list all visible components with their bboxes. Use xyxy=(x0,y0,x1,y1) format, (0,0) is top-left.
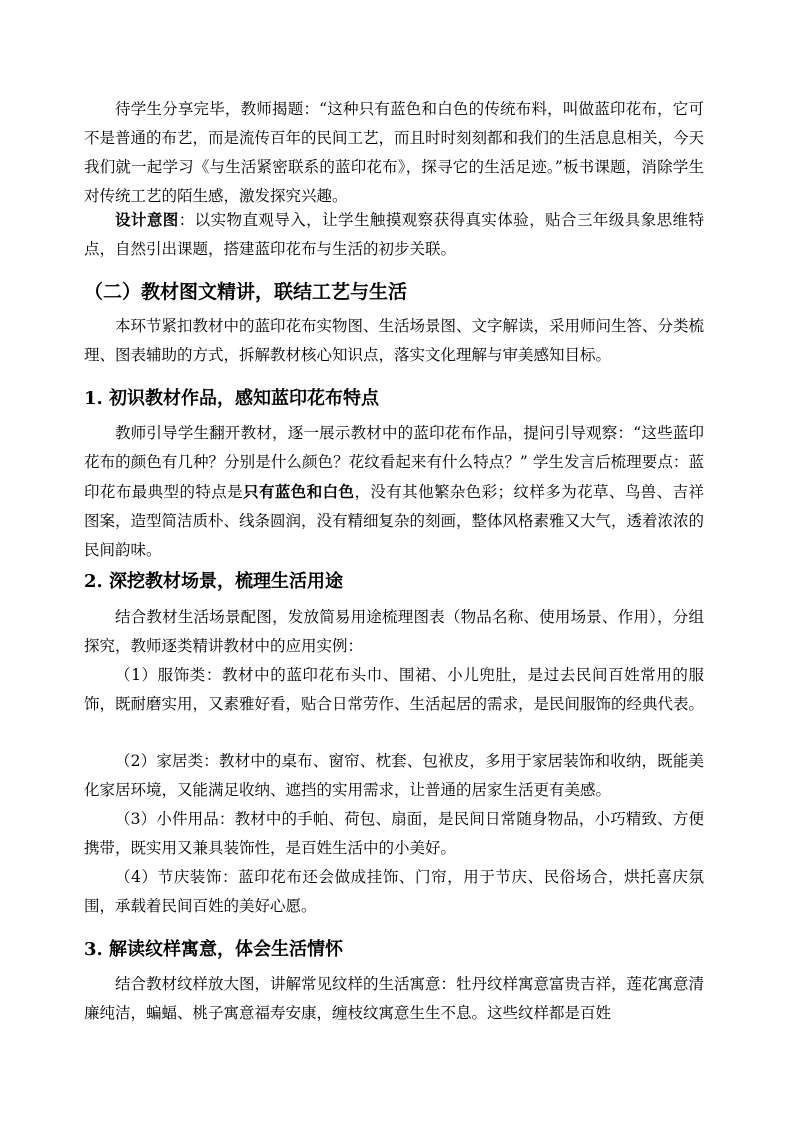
design-intent-label: 设计意图 xyxy=(115,210,179,229)
paragraph-sub1 xyxy=(84,419,704,565)
paragraph-section2-intro: 本环节紧扣教材中的蓝印花布实物图、生活场景图、文字解读，采用师问生答、分类梳理、图表辅助的方式，拆解教材核心知识点，落实文化理解与审美感知目标。 xyxy=(84,317,705,364)
list-item-festival: （4）节庆装饰：蓝印花布还会做成挂饰、门帘，用于节庆、民俗场合，烘托喜庆氛围，承载着民间百姓的美好心愿。 xyxy=(84,868,704,915)
paragraph-design-intent xyxy=(84,205,704,264)
sub1-text-a: 教师引导学生翻开教材，逐一展示教材中的蓝印花布作品，提问引导观察：“这些蓝印花布的颜色有几种？分别是什么颜色？花纹看起来有什么特点？” 学生发言后梳理要点：蓝印花布最典型的特点是 xyxy=(84,424,704,501)
list-item-small-goods: （3）小件用品：教材中的手帕、荷包、扇面，是民间日常随身物品，小巧精致、方便携带，既实用又兼具装饰性，是百姓生活中的小美好。 xyxy=(84,810,704,857)
subheading-2: 2. 深挖教材场景，梳理生活用途 xyxy=(84,571,344,592)
sub1-text-b: ，没有其他繁杂色彩；纹样多为花草、鸟兽、吉祥图案，造型简洁质朴、线条圆润，没有精细复杂的刻画，整体风格素雅又大气，透着浓浓的民间韵味。 xyxy=(84,483,705,559)
design-intent-text: ：以实物直观导入，让学生触摸观察获得真实体验，贴合三年级具象思维特点，自然引出课题，搭建蓝印花布与生活的初步关联。 xyxy=(84,211,704,258)
list-item-clothing: （1）服饰类：教材中的蓝印花布头巾、围裙、小儿兜肚，是过去民间百姓常用的服饰，既耐磨实用，又素雅好看，贴合日常劳作、生活起居的需求，是民间服饰的经典代表。 xyxy=(84,666,705,713)
paragraph-sub2-intro: 结合教材生活场景配图，发放简易用途梳理图表（物品名称、使用场景、作用），分组探究，教师逐类精讲教材中的应用实例： xyxy=(84,608,704,655)
list-item-household: （2）家居类：教材中的桌布、窗帘、枕套、包袱皮，多用于家居装饰和收纳，既能美化家居环境，又能满足收纳、遮挡的实用需求，让普通的居家生活更有美感。 xyxy=(84,752,704,799)
subheading-1: 1. 初识教材作品，感知蓝印花布特点 xyxy=(84,388,380,409)
paragraph-intro-reveal: 待学生分享完毕，教师揭题：“这种只有蓝色和白色的传统布料，叫做蓝印花布，它可不是普通的布艺，而是流传百年的民间工艺，而且时时刻刻都和我们的生活息息相关，今天我们就一起学习《与生活紧密联系的蓝印花布》，探寻它的生活足迹。”板书课题，消除学生对传统工艺的陌生感，激发探究兴趣。 xyxy=(84,100,705,205)
subheading-3: 3. 解读纹样寓意，体会生活情怀 xyxy=(84,939,344,960)
section-heading-2: （二）教材图文精讲，联结工艺与生活 xyxy=(84,281,408,303)
sub1-bold-text: 只有蓝色和白色 xyxy=(243,482,355,501)
paragraph-sub3: 结合教材纹样放大图，讲解常见纹样的生活寓意：牡丹纹样寓意富贵吉祥，莲花寓意清廉纯洁，蝙蝠、桃子寓意福寿安康，缠枝纹寓意生生不息。这些纹样都是百姓 xyxy=(84,975,705,1022)
